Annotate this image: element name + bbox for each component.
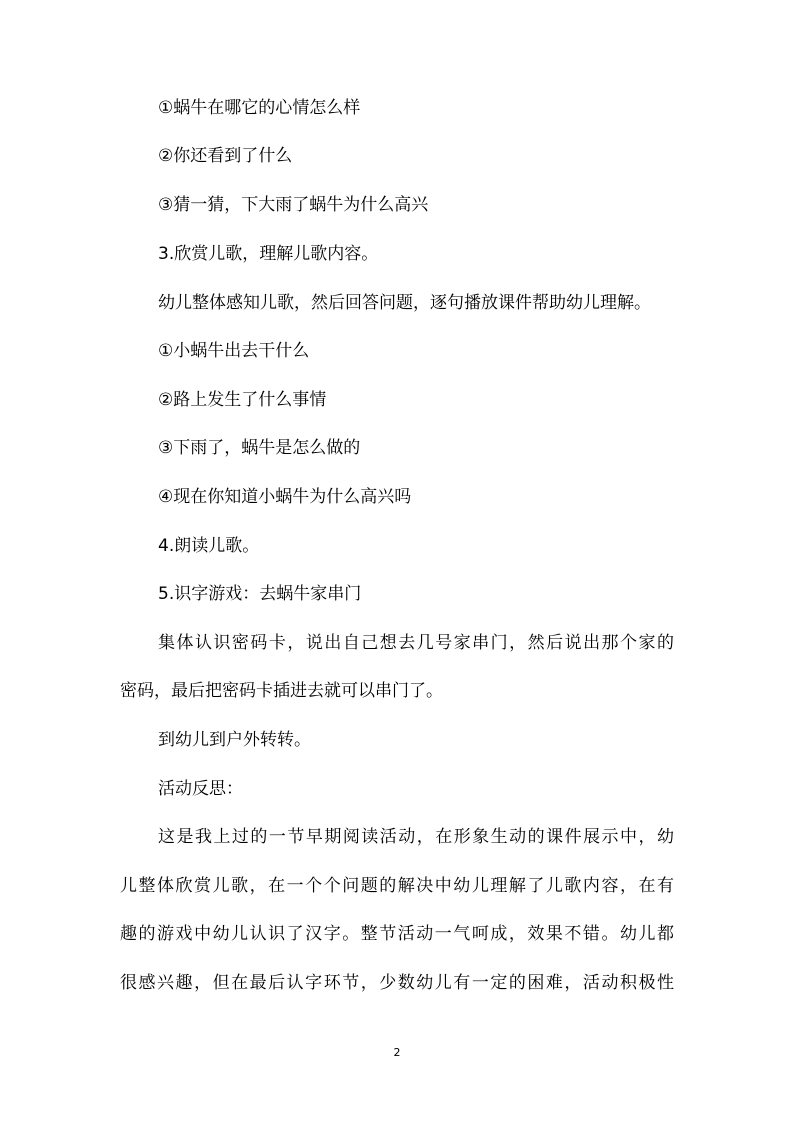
question-line: ①小蜗牛出去干什么: [158, 341, 310, 361]
step-heading: 5.识字游戏：去蜗牛家串门: [158, 584, 362, 604]
question-line: ①蜗牛在哪它的心情怎么样: [158, 98, 361, 118]
paragraph-line: 儿整体欣赏儿歌，在一个个问题的解决中幼儿理解了儿歌内容，在有: [120, 876, 674, 896]
reflection-heading: 活动反思：: [158, 779, 243, 799]
step-heading: 3.欣赏儿歌，理解儿歌内容。: [158, 244, 379, 264]
body-line: 幼儿整体感知儿歌，然后回答问题，逐句播放课件帮助幼儿理解。: [158, 293, 651, 313]
question-line: ④现在你知道小蜗牛为什么高兴吗: [158, 487, 412, 507]
paragraph-line: 很感兴趣，但在最后认字环节，少数幼儿有一定的困难，活动积极性: [120, 973, 674, 993]
question-line: ③猜一猜，下大雨了蜗牛为什么高兴: [158, 195, 429, 215]
question-line: ②你还看到了什么: [158, 146, 293, 166]
step-heading: 4.朗读儿歌。: [158, 536, 260, 556]
paragraph-line: 趣的游戏中幼儿认识了汉字。整节活动一气呵成，效果不错。幼儿都: [120, 924, 674, 944]
body-line: 到幼儿到户外转转。: [158, 730, 311, 750]
paragraph-line: 集体认识密码卡，说出自己想去几号家串门，然后说出那个家的: [158, 633, 674, 653]
question-line: ③下雨了，蜗牛是怎么做的: [158, 438, 361, 458]
paragraph-line: 密码，最后把密码卡插进去就可以串门了。: [120, 681, 443, 701]
question-line: ②路上发生了什么事情: [158, 390, 327, 410]
paragraph-line: 这是我上过的一节早期阅读活动，在形象生动的课件展示中，幼: [158, 827, 674, 847]
page-number: 2: [393, 1046, 401, 1059]
